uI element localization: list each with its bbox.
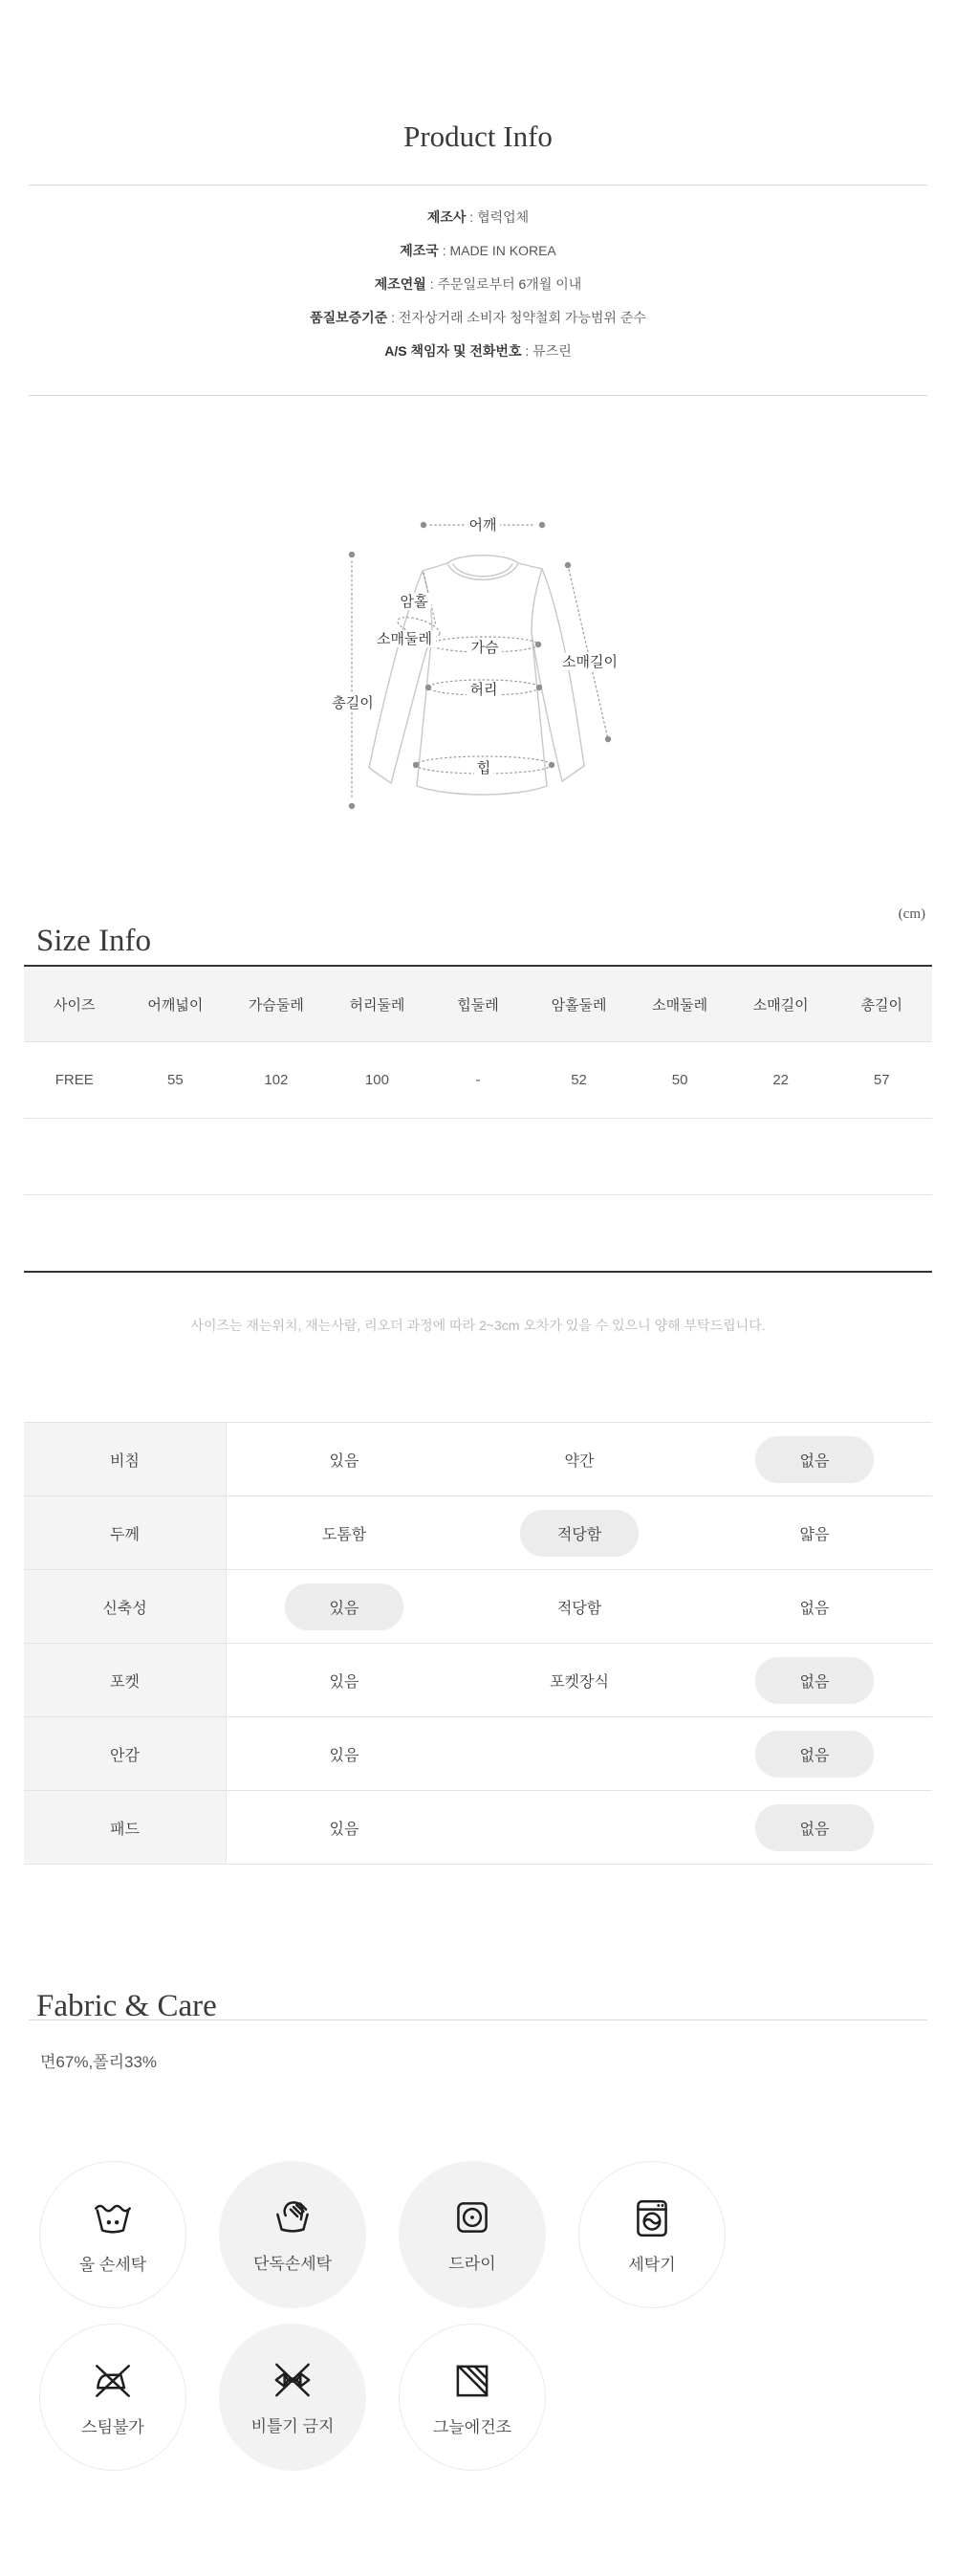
product-info-row: 제조사 : 협력업체 xyxy=(426,209,530,225)
selected-pill: 적당함 xyxy=(520,1510,639,1557)
size-col-header: 가슴둘레 xyxy=(248,996,304,1014)
selected-pill: 있음 xyxy=(285,1583,403,1630)
garment-measurement-diagram xyxy=(315,507,641,822)
size-cell: 100 xyxy=(364,1072,389,1088)
size-cell: - xyxy=(475,1072,481,1088)
attribute-option-selected xyxy=(697,1657,932,1704)
info-label: A/S 책임자 및 전화번호 xyxy=(384,343,522,359)
size-cell: 22 xyxy=(772,1072,789,1088)
attribute-label: 두께 xyxy=(24,1496,227,1569)
care-item-wool-handwash xyxy=(39,2161,186,2308)
total-length-label: 총길이 xyxy=(332,695,374,711)
size-col-header: 암홀둘레 xyxy=(551,996,607,1014)
attribute-label: 신축성 xyxy=(24,1570,227,1643)
selected-pill: 없음 xyxy=(755,1436,874,1483)
care-label: 울 손세탁 xyxy=(78,2256,147,2274)
size-col-header: 힙둘레 xyxy=(457,996,499,1014)
info-value: 뮤즈린 xyxy=(532,343,572,359)
armhole-label: 암홀 xyxy=(400,594,428,610)
care-item-dry-clean xyxy=(399,2161,546,2308)
size-table-empty-row xyxy=(24,1118,932,1194)
attribute-option: 적당함 xyxy=(556,1600,602,1617)
attribute-option-selected xyxy=(697,1436,932,1483)
info-value: 주문일로부터 6개월 이내 xyxy=(437,276,582,292)
size-note: 사이즈는 재는위치, 재는사람, 리오더 과정에 따라 2~3cm 오차가 있을 수 있으니 양해 부탁드립니다. xyxy=(190,1318,766,1333)
sleeve-length-label: 소매길이 xyxy=(562,654,618,670)
fabric-composition: 면67%,폴리33% xyxy=(40,2053,158,2071)
selected-pill: 없음 xyxy=(755,1804,874,1851)
attribute-option-selected xyxy=(462,1510,697,1557)
size-col-header: 총길이 xyxy=(860,996,902,1014)
attribute-option: 있음 xyxy=(329,1452,359,1470)
size-cell: 102 xyxy=(264,1072,289,1088)
attribute-label: 패드 xyxy=(24,1791,227,1864)
size-col-header: 어깨넓이 xyxy=(147,996,204,1014)
attribute-option: 있음 xyxy=(329,1821,359,1838)
info-label: 제조국 xyxy=(400,243,439,258)
attribute-option-selected xyxy=(697,1731,932,1778)
no-steam-icon xyxy=(89,2357,137,2405)
washing-machine-icon xyxy=(628,2194,676,2242)
size-table xyxy=(24,965,932,1273)
attribute-option-selected xyxy=(697,1804,932,1851)
shirt-outline xyxy=(369,556,584,795)
attribute-table xyxy=(24,1422,932,1865)
attribute-row xyxy=(24,1495,932,1569)
attribute-row xyxy=(24,1716,932,1790)
care-label: 그늘에건조 xyxy=(432,2418,512,2436)
attribute-row xyxy=(24,1790,932,1864)
info-value: 전자상거래 소비자 청약철회 가능범위 준수 xyxy=(398,310,646,325)
info-value: MADE IN KOREA xyxy=(449,243,556,258)
attribute-label: 포켓 xyxy=(24,1644,227,1716)
attribute-label: 안감 xyxy=(24,1717,227,1790)
product-info-row: 제조연월 : 주문일로부터 6개월 이내 xyxy=(374,276,582,292)
hip-label: 힙 xyxy=(476,760,491,776)
care-item-no-wring xyxy=(219,2324,366,2471)
divider xyxy=(29,395,927,396)
attribute-option-selected xyxy=(227,1583,462,1630)
product-info-row: 제조국 : MADE IN KOREA xyxy=(400,243,556,258)
care-label: 단독손세탁 xyxy=(252,2255,333,2273)
size-col-header: 소매길이 xyxy=(752,996,809,1014)
divider xyxy=(29,2019,927,2020)
product-info-list xyxy=(0,201,956,368)
size-table-row xyxy=(24,1041,932,1118)
care-item-handwash-separately xyxy=(219,2161,366,2308)
size-col-header: 사이즈 xyxy=(54,996,96,1014)
size-cell: FREE xyxy=(54,1072,94,1088)
attribute-option: 도톰함 xyxy=(321,1526,367,1543)
care-label: 비틀기 금지 xyxy=(250,2417,335,2435)
dry-clean-icon xyxy=(448,2194,496,2241)
care-item-no-steam xyxy=(39,2324,186,2471)
care-item-washing-machine xyxy=(578,2161,726,2308)
size-col-header: 소매둘레 xyxy=(652,996,708,1014)
attribute-row xyxy=(24,1643,932,1716)
care-label: 세탁기 xyxy=(628,2256,676,2274)
handwash-separately-icon xyxy=(269,2194,316,2241)
attribute-option: 없음 xyxy=(799,1600,830,1617)
shoulder-label: 어깨 xyxy=(468,517,497,534)
attribute-option: 있음 xyxy=(329,1747,359,1764)
selected-pill: 없음 xyxy=(755,1657,874,1704)
attribute-option: 포켓장식 xyxy=(550,1673,609,1691)
sleeve-circumference-label: 소매둘레 xyxy=(377,631,432,647)
attribute-label: 비침 xyxy=(24,1423,227,1495)
attribute-row xyxy=(24,1569,932,1643)
info-label: 품질보증기준 xyxy=(310,310,388,325)
attribute-option: 약간 xyxy=(564,1452,595,1470)
size-cell: 50 xyxy=(671,1072,688,1088)
size-col-header: 허리둘레 xyxy=(349,996,405,1014)
shade-dry-icon xyxy=(448,2357,496,2405)
size-unit: (cm) xyxy=(898,906,925,922)
care-label: 드라이 xyxy=(448,2255,496,2273)
waist-label: 허리 xyxy=(469,682,498,698)
size-cell: 57 xyxy=(873,1072,890,1088)
info-label: 제조연월 xyxy=(374,276,426,292)
size-cell: 55 xyxy=(166,1072,184,1088)
care-label: 스팀불가 xyxy=(81,2418,144,2436)
chest-label: 가슴 xyxy=(470,640,499,656)
info-label: 제조사 xyxy=(426,209,467,225)
info-value: 협력업체 xyxy=(477,209,530,225)
divider xyxy=(29,185,927,186)
size-table-header xyxy=(24,967,932,1041)
product-info-row: 품질보증기준 : 전자상거래 소비자 청약철회 가능범위 준수 xyxy=(310,310,646,325)
product-info-row: A/S 책임자 및 전화번호 : 뮤즈린 xyxy=(384,343,572,359)
selected-pill: 없음 xyxy=(755,1731,874,1778)
size-table-empty-row xyxy=(24,1194,932,1271)
attribute-row xyxy=(24,1422,932,1495)
product-info-title: Product Info xyxy=(403,119,553,153)
size-cell: 52 xyxy=(571,1072,587,1088)
care-item-shade-dry xyxy=(399,2324,546,2471)
fabric-care-title: Fabric & Care xyxy=(36,1989,217,2024)
attribute-option: 얇음 xyxy=(799,1526,830,1543)
wool-handwash-icon xyxy=(89,2194,137,2242)
size-info-title: Size Info xyxy=(36,924,152,959)
attribute-option: 있음 xyxy=(329,1673,359,1691)
no-wring-icon xyxy=(269,2356,316,2404)
